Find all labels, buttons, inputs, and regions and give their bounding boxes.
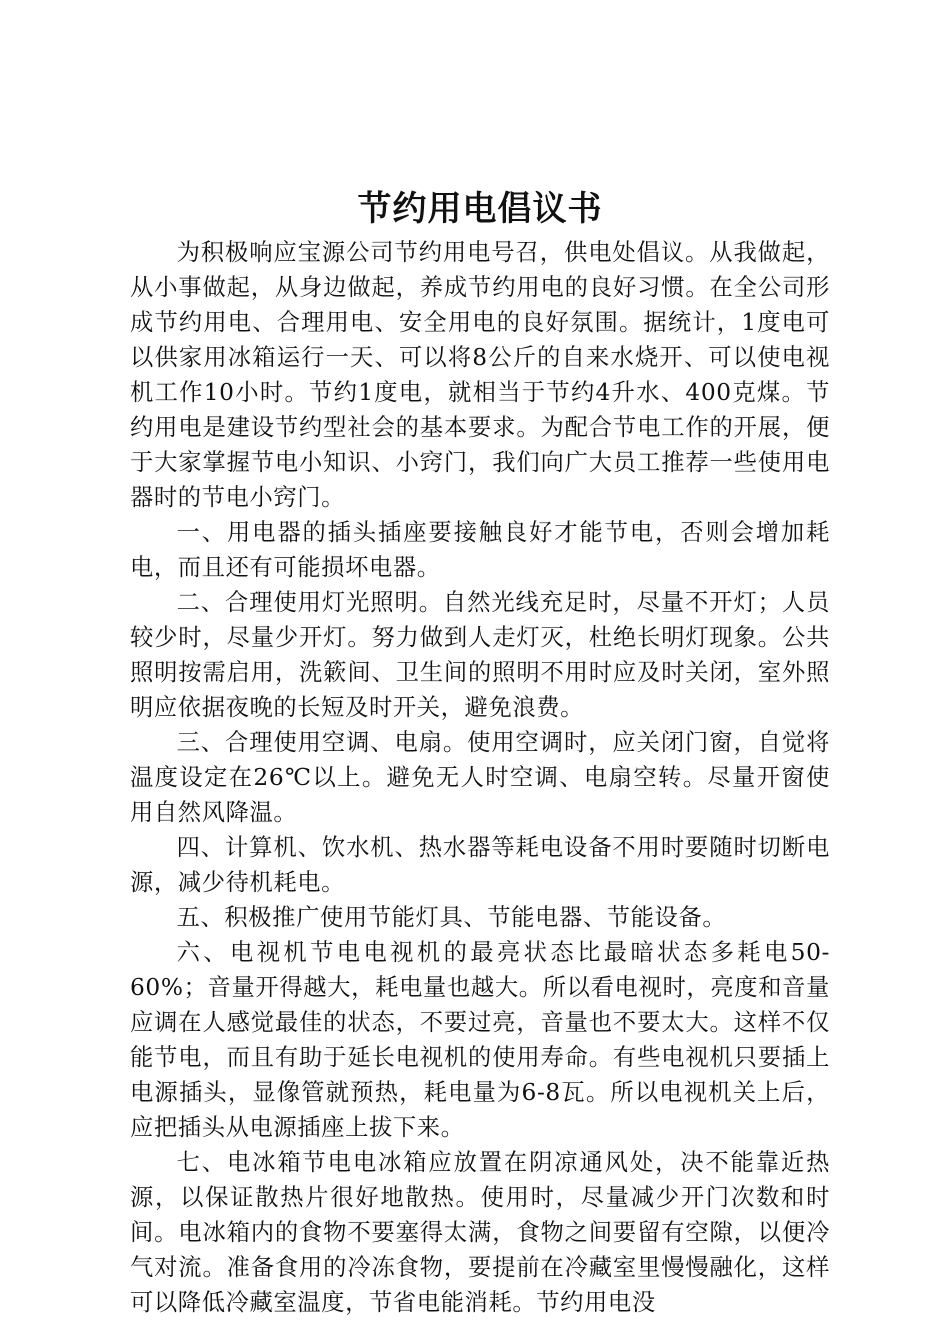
paragraph-item-4: 四、计算机、饮水机、热水器等耗电设备不用时要随时切断电源，减少待机耗电。 — [130, 834, 830, 896]
paragraph-item-7: 七、电冰箱节电电冰箱应放置在阴凉通风处，决不能靠近热源，以保证散热片很好地散热。使用时，尽量减少开门次数和时间。电冰箱内的食物不要塞得太满，食物之间要留有空隙，以便冷气对流。准备食用的冷冻食物，要提前在冷藏室里慢慢融化，这样可以降低冷藏室温度，节省电能消耗。节约用电没 — [130, 1149, 830, 1316]
document-title: 节约用电倡议书 — [357, 189, 603, 229]
paragraph-item-6: 六、电视机节电电视机的最亮状态比最暗状态多耗电50-60%；音量开得越大，耗电量也越大。所以看电视时，亮度和音量应调在人感觉最佳的状态，不要过亮，音量也不要太大。这样不仅能节电，而且有助于延长电视机的使用寿命。有些电视机只要插上电源插头，显像管就预热，耗电量为6-8瓦。所以电视机关上后，应把插头从电源插座上拔下来。 — [130, 939, 830, 1141]
paragraph-item-1: 一、用电器的插头插座要接触良好才能节电，否则会增加耗电，而且还有可能损坏电器。 — [130, 519, 830, 581]
paragraph-item-2: 二、合理使用灯光照明。自然光线充足时，尽量不开灯；人员较少时，尽量少开灯。努力做到人走灯灭，杜绝长明灯现象。公共照明按需启用，洗簌间、卫生间的照明不用时应及时关闭，室外照明应依据夜晚的长短及时开关，避免浪费。 — [130, 589, 830, 721]
paragraph-item-5: 五、积极推广使用节能灯具、节能电器、节能设备。 — [176, 904, 727, 931]
document-page — [130, 185, 830, 1320]
paragraph-intro: 为积极响应宝源公司节约用电号召，供电处倡议。从我做起，从小事做起，从身边做起，养成节约用电的良好习惯。在全公司形成节约用电、合理用电、安全用电的良好氛围。据统计，1度电可以供家用冰箱运行一天、可以将8公斤的自来水烧开、可以使电视机工作10小时。节约1度电，就相当于节约4升水、400克煤。节约用电是建设节约型社会的基本要求。为配合节电工作的开展，便于大家掌握节电小知识、小窍门，我们向广大员工推荐一些使用电器时的节电小窍门。 — [130, 239, 830, 511]
paragraph-item-3: 三、合理使用空调、电扇。使用空调时，应关闭门窗，自觉将温度设定在26℃以上。避免无人时空调、电扇空转。尽量开窗使用自然风降温。 — [130, 729, 830, 826]
